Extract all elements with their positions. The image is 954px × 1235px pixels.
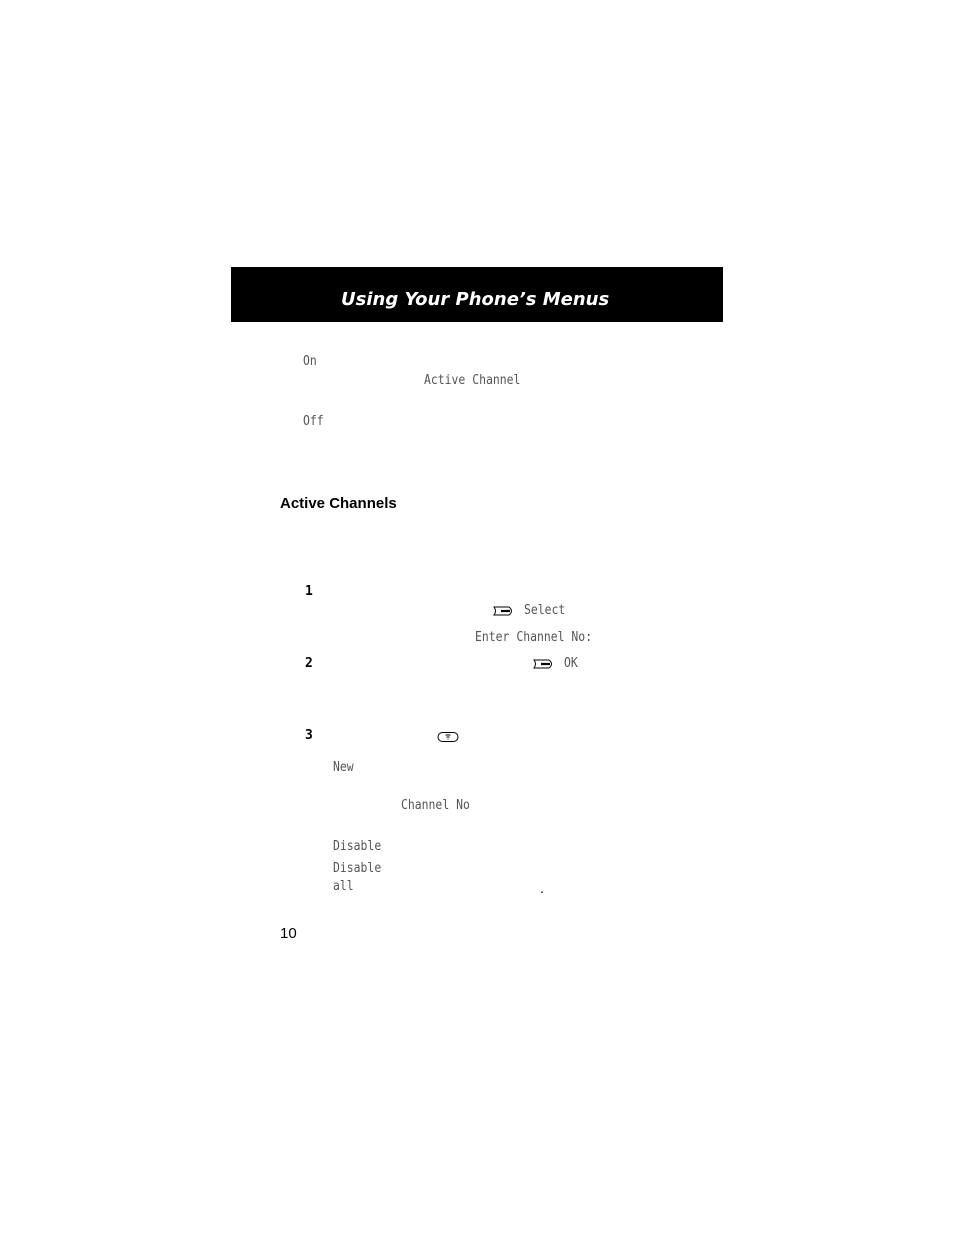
step-3-number: 3 [305,728,313,743]
right-soft-key-icon [533,658,555,670]
step-2-softkey-label: OK [564,656,578,671]
menu-option-disable-all-line2: all [333,879,354,894]
section-heading: Active Channels [280,495,397,512]
step-1-display-text: Enter Channel No: [475,630,593,645]
page-header-title: Using Your Phone’s Menus [341,289,610,310]
trailing-period: . [540,880,544,896]
channel-no-reference: Channel No [401,798,470,813]
step-1-number: 1 [305,584,313,599]
header-bar [231,267,723,322]
active-channel-reference: Active Channel [424,373,521,388]
menu-option-new: New [333,760,354,775]
menu-option-disable: Disable [333,839,382,854]
step-1-softkey-label: Select [524,603,566,618]
menu-key-icon [437,731,459,743]
menu-option-disable-all-line1: Disable [333,861,382,876]
option-on-label: On [303,354,317,369]
right-soft-key-icon [493,605,515,617]
step-2-number: 2 [305,656,313,671]
option-off-label: Off [303,414,324,429]
page-number: 10 [280,925,297,942]
